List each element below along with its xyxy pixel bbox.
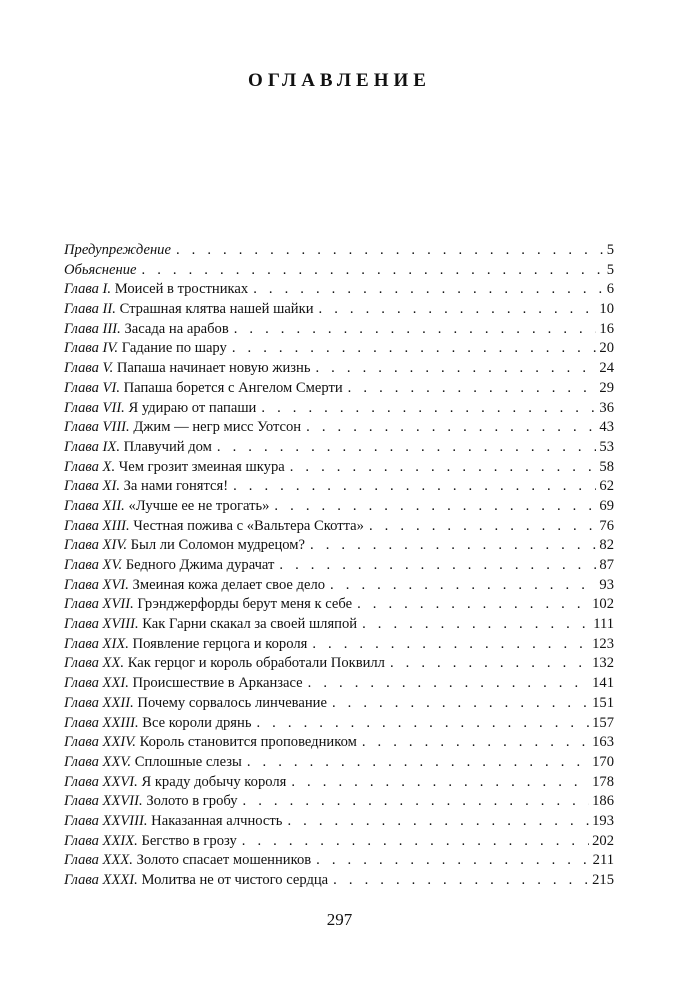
toc-entry-label: Глава XXVI. (64, 773, 138, 790)
dot-leader (390, 654, 589, 674)
dot-leader (256, 714, 589, 734)
toc-entry-label: Глава X. (64, 458, 116, 475)
toc-entry-title: Сплошные слезы (134, 753, 242, 770)
toc-entry-title: Чем грозит змеиная шкура (118, 458, 285, 475)
dot-leader (316, 851, 589, 871)
dot-leader (232, 339, 597, 359)
toc-entry (64, 517, 614, 537)
toc-entry-title: Я краду добычу короля (141, 773, 287, 790)
toc-entry-title: Был ли Соломон мудрецом? (130, 537, 305, 554)
toc-entry-title: Как Гарни скакал за своей шляпой (142, 616, 358, 633)
toc-entry (64, 694, 614, 714)
toc-entry-page: 6 (606, 281, 614, 298)
toc-entry-title: Появление герцога и короля (132, 635, 308, 652)
toc-entry-title: Засада на арабов (124, 320, 229, 337)
toc-entry-title: Молитва не от чистого сердца (141, 872, 329, 888)
table-of-contents (64, 241, 614, 891)
dot-leader (261, 399, 596, 419)
toc-entry (64, 399, 614, 419)
toc-entry-title: Грэнджерфорды берут меня к себе (137, 596, 353, 613)
toc-entry-title: Папаша борется с Ангелом Смерти (123, 379, 343, 396)
toc-entry-page: 58 (599, 458, 614, 475)
toc-entry (64, 792, 614, 812)
toc-entry-page: 5 (606, 261, 614, 278)
page-title: ОГЛАВЛЕНИЕ (248, 70, 431, 91)
toc-entry-page: 178 (592, 773, 614, 790)
toc-entry-page: 43 (599, 419, 614, 436)
toc-entry-title: Бедного Джима дурачат (125, 557, 275, 573)
toc-entry-page: 36 (599, 399, 614, 416)
toc-entry-title: Змеиная кожа делает свое дело (132, 576, 326, 593)
toc-entry-label: Глава XX. (64, 655, 125, 672)
toc-entry-label: Глава XIV. (64, 537, 127, 554)
toc-entry (64, 320, 614, 340)
toc-entry-label: Глава XVI. (64, 576, 129, 593)
toc-entry-page: 123 (592, 635, 614, 652)
dot-leader (247, 753, 589, 773)
dot-leader (233, 477, 596, 497)
toc-entry-label: Глава I. (64, 281, 112, 298)
toc-entry (64, 418, 614, 438)
toc-entry-label: Глава II. (64, 301, 116, 318)
toc-entry (64, 261, 614, 281)
toc-entry-page: 202 (592, 832, 614, 849)
toc-entry-label: Глава XV. (64, 557, 123, 573)
toc-entry-page: 29 (599, 379, 614, 396)
toc-entry (64, 280, 614, 300)
toc-entry-title: Король становится проповедником (139, 734, 357, 751)
toc-entry-page: 186 (592, 793, 614, 810)
toc-entry (64, 674, 614, 694)
toc-entry (64, 497, 614, 517)
toc-entry-label: Глава XXVIII. (64, 812, 148, 829)
toc-entry-page: 24 (599, 360, 614, 377)
toc-entry-page: 69 (599, 497, 614, 514)
dot-leader (279, 556, 596, 576)
toc-entry-page: 193 (592, 812, 614, 829)
dot-leader (369, 517, 596, 537)
toc-entry-label: Глава IV. (64, 340, 119, 357)
toc-entry-title: Происшествие в Арканзасе (132, 675, 303, 692)
toc-entry-title: Наказанная алчность (151, 812, 283, 829)
toc-entry-page: 87 (599, 557, 614, 573)
toc-entry (64, 654, 614, 674)
dot-leader (253, 280, 604, 300)
dot-leader (362, 615, 590, 635)
toc-entry (64, 536, 614, 556)
toc-entry (64, 832, 614, 852)
toc-entry-title: Плавучий дом (123, 438, 212, 455)
toc-entry-page: 93 (599, 576, 614, 593)
toc-entry (64, 556, 614, 576)
toc-entry (64, 595, 614, 615)
toc-entry-label: Глава VI. (64, 379, 120, 396)
toc-entry (64, 635, 614, 655)
toc-entry-label: Глава XI. (64, 478, 120, 495)
toc-entry (64, 812, 614, 832)
dot-leader (362, 733, 589, 753)
toc-entry (64, 576, 614, 596)
toc-entry-page: 170 (592, 753, 614, 770)
dot-leader (312, 635, 589, 655)
toc-entry-title: Джим — негр мисс Уотсон (133, 419, 302, 436)
toc-entry-page: 5 (606, 242, 614, 258)
toc-entry-title: За нами гонятся! (123, 478, 229, 495)
toc-entry-label: Глава XII. (64, 497, 125, 514)
toc-entry (64, 438, 614, 458)
toc-entry-title: Папаша начинает новую жизнь (116, 360, 311, 377)
toc-entry-title: Золото в гробу (146, 793, 238, 810)
toc-entry-label: Глава XVIII. (64, 616, 139, 633)
dot-leader (308, 674, 589, 694)
toc-entry-title: «Лучше ее не трогать» (128, 497, 270, 514)
toc-entry-title: Бегство в грозу (141, 832, 237, 849)
toc-entry-title: Моисей в тростниках (114, 281, 249, 298)
toc-entry-label: Обьяснение (64, 261, 137, 278)
toc-entry (64, 339, 614, 359)
toc-entry (64, 477, 614, 497)
toc-entry-label: Глава XXV. (64, 753, 132, 770)
toc-entry-page: 82 (599, 537, 614, 554)
toc-entry-page: 215 (592, 872, 614, 888)
toc-entry (64, 773, 614, 793)
toc-entry-title: Я удираю от папаши (128, 399, 257, 416)
toc-entry (64, 458, 614, 478)
dot-leader (234, 320, 597, 340)
dot-leader (290, 458, 597, 478)
dot-leader (291, 773, 589, 793)
dot-leader (274, 497, 596, 517)
dot-leader (243, 792, 590, 812)
toc-entry-label: Глава VII. (64, 399, 125, 416)
toc-entry-label: Глава XXI. (64, 675, 129, 692)
toc-entry-title: Страшная клятва нашей шайки (119, 301, 314, 318)
toc-entry-label: Глава XXXI. (64, 872, 138, 888)
toc-entry-label: Глава VIII. (64, 419, 130, 436)
toc-entry-page: 141 (592, 675, 614, 692)
toc-entry-label: Глава XIII. (64, 517, 130, 534)
toc-entry-title: Гадание по шару (121, 340, 227, 357)
toc-entry-page: 16 (599, 320, 614, 337)
dot-leader (217, 438, 597, 458)
toc-entry-title: Почему сорвалось линчевание (137, 694, 327, 711)
toc-entry-label: Глава XXIV. (64, 734, 136, 751)
toc-entry-page: 163 (592, 734, 614, 751)
toc-entry (64, 714, 614, 734)
toc-entry (64, 241, 614, 261)
dot-leader (315, 359, 596, 379)
toc-entry-page: 151 (592, 694, 614, 711)
toc-entry-page: 132 (592, 655, 614, 672)
toc-entry-label: Глава V. (64, 360, 114, 377)
toc-entry-page: 111 (593, 616, 614, 633)
dot-leader (357, 595, 589, 615)
toc-entry-label: Глава XXIII. (64, 714, 139, 731)
page-number: 297 (326, 910, 353, 929)
toc-entry (64, 359, 614, 379)
toc-entry-label: Глава XIX. (64, 635, 129, 652)
toc-entry-title: Честная пожива с «Вальтера Скотта» (133, 517, 364, 534)
dot-leader (142, 261, 604, 281)
toc-entry-page: 211 (592, 852, 614, 869)
toc-entry-title: Все короли дрянь (142, 714, 252, 731)
toc-entry (64, 753, 614, 773)
toc-entry-page: 76 (599, 517, 614, 534)
toc-entry-label: Глава XXIX. (64, 832, 138, 849)
toc-entry-page: 62 (599, 478, 614, 495)
toc-entry-page: 53 (599, 438, 614, 455)
toc-entry-title: Как герцог и король обработали Поквилл (127, 655, 385, 672)
dot-leader (333, 871, 589, 891)
toc-entry-page: 10 (599, 301, 614, 318)
toc-entry (64, 733, 614, 753)
toc-entry (64, 615, 614, 635)
toc-entry-label: Глава XXVII. (64, 793, 143, 810)
toc-entry (64, 300, 614, 320)
dot-leader (176, 241, 604, 261)
toc-entry-title: Золото спасает мошенников (136, 852, 312, 869)
dot-leader (306, 418, 596, 438)
toc-entry-label: Глава XVII. (64, 596, 134, 613)
dot-leader (319, 300, 597, 320)
dot-leader (310, 536, 596, 556)
toc-entry-label: Глава III. (64, 320, 121, 337)
toc-entry (64, 379, 614, 399)
toc-entry-label: Глава XXX. (64, 852, 133, 869)
toc-entry-label: Глава XXII. (64, 694, 134, 711)
toc-entry-page: 102 (592, 596, 614, 613)
dot-leader (287, 812, 589, 832)
toc-entry-page: 20 (599, 340, 614, 357)
toc-entry-label: Предупреждение (64, 242, 171, 258)
toc-entry (64, 851, 614, 871)
dot-leader (348, 379, 597, 399)
toc-entry-page: 157 (592, 714, 614, 731)
dot-leader (242, 832, 589, 852)
dot-leader (332, 694, 589, 714)
toc-entry-label: Глава IX. (64, 438, 120, 455)
toc-entry (64, 871, 614, 891)
dot-leader (330, 576, 596, 596)
